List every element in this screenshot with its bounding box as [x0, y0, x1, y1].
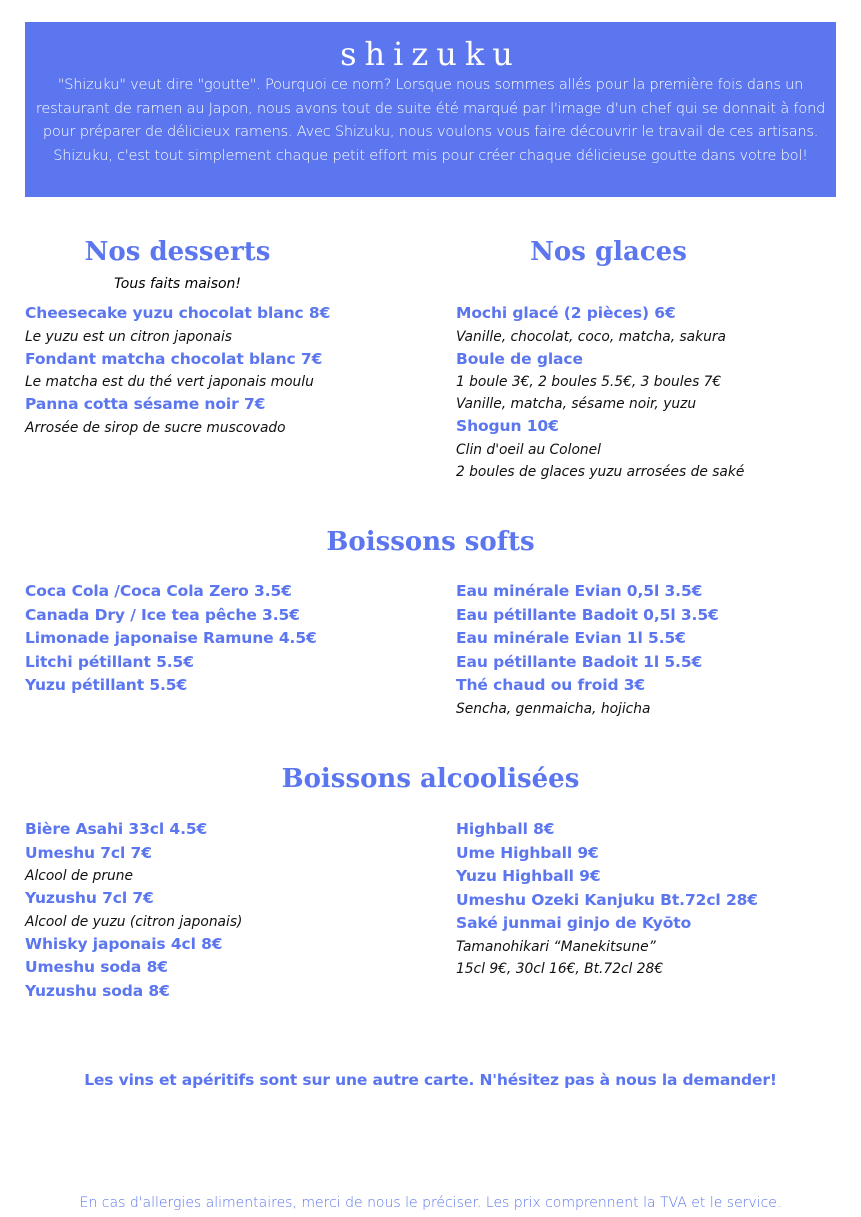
alcool-item: Bière Asahi 33cl 4.5€ — [25, 820, 208, 838]
glace-desc: 1 boule 3€, 2 boules 5.5€, 3 boules 7€ — [456, 374, 722, 391]
glaces-list — [456, 302, 744, 483]
glace-item: Shogun 10€ — [456, 417, 559, 436]
glace-desc: 2 boules de glaces yuzu arrosées de saké — [456, 463, 745, 480]
soft-desc: Sencha, genmaicha, hojicha — [456, 700, 651, 717]
alcools-title: Boissons alcoolisées — [281, 764, 580, 794]
alcool-item: Whisky japonais 4cl 8€ — [25, 934, 223, 953]
alcool-item: Umeshu Ozeki Kanjuku Bt.72cl 28€ — [456, 890, 758, 909]
alcool-item: Yuzushu soda 8€ — [25, 981, 170, 1000]
alcools-right-list — [456, 818, 758, 980]
soft-item: Coca Cola /Coca Cola Zero 3.5€ — [25, 582, 292, 600]
glace-item: Boule de glace — [456, 349, 583, 368]
alcool-item: Saké junmai ginjo de Kyōto — [456, 914, 692, 933]
dessert-item: Cheesecake yuzu chocolat blanc 8€ — [25, 304, 331, 322]
softs-right-list — [456, 580, 719, 720]
glace-desc: Vanille, matcha, sésame noir, yuzu — [456, 396, 697, 413]
alcool-item: Umeshu 7cl 7€ — [25, 843, 152, 862]
soft-item: Thé chaud ou froid 3€ — [456, 676, 646, 695]
soft-item: Eau minérale Evian 0,5l 3.5€ — [456, 582, 703, 600]
alcool-item: Yuzu Highball 9€ — [456, 867, 601, 886]
glace-item: Mochi glacé (2 pièces) 6€ — [456, 304, 676, 322]
dessert-item: Panna cotta sésame noir 7€ — [25, 395, 266, 414]
alcool-item: Ume Highball 9€ — [456, 843, 599, 862]
alcool-desc: Alcool de yuzu (citron japonais) — [25, 913, 243, 930]
restaurant-name: shizuku — [340, 35, 521, 73]
dessert-desc: Le matcha est du thé vert japonais moulu — [25, 374, 314, 391]
soft-item: Yuzu pétillant 5.5€ — [25, 676, 188, 695]
wine-list-notice: Les vins et apéritifs sont sur une autre carte. N'hésitez pas à nous la demander! — [84, 1071, 777, 1089]
desserts-title: Nos desserts — [84, 237, 271, 267]
alcools-left-list — [25, 818, 242, 1004]
header-banner — [25, 22, 836, 197]
softs-left-list — [25, 580, 317, 698]
desserts-note: Tous faits maison! — [113, 276, 242, 292]
dessert-desc: Arrosée de sirop de sucre muscovado — [25, 419, 286, 436]
soft-item: Limonade japonaise Ramune 4.5€ — [25, 629, 317, 648]
glace-desc: Clin d'oeil au Colonel — [456, 441, 601, 458]
alcool-desc: Tamanohikari “Manekitsune” — [456, 938, 656, 955]
soft-item: Eau minérale Evian 1l 5.5€ — [456, 629, 686, 648]
dessert-item: Fondant matcha chocolat blanc 7€ — [25, 349, 323, 368]
alcool-item: Umeshu soda 8€ — [25, 958, 168, 977]
alcool-desc: 15cl 9€, 30cl 16€, Bt.72cl 28€ — [456, 960, 664, 977]
alcool-desc: Alcool de prune — [25, 868, 133, 885]
desserts-list — [25, 302, 330, 439]
intro-text: "Shizuku" veut dire "goutte". Pourquoi ce nom? Lorsque nous sommes allés pour la première fois dans un restaurant de ramen au Japon, nous avons tout de suite été marqué par l'image d'un chef qui se donnait à fond pour préparer de délicieux ramens. Avec Shizuku, nous voulons vous faire découvrir le travail de ces artisans. Shizuku, c'est tout simplement chaque petit effort mis pour créer chaque délicieuse goutte dans votre bol! — [35, 76, 826, 164]
glace-desc: Vanille, chocolat, coco, matcha, sakura — [456, 328, 726, 345]
soft-item: Litchi pétillant 5.5€ — [25, 652, 194, 671]
glaces-title: Nos glaces — [530, 237, 687, 267]
alcool-item: Highball 8€ — [456, 820, 555, 838]
allergy-footer: En cas d'allergies alimentaires, merci de nous le préciser. Les prix comprennent la TVA et le service. — [79, 1195, 782, 1211]
soft-item: Eau pétillante Badoit 0,5l 3.5€ — [456, 605, 719, 624]
soft-item: Canada Dry / Ice tea pêche 3.5€ — [25, 605, 300, 624]
dessert-desc: Le yuzu est un citron japonais — [25, 328, 232, 345]
alcool-item: Yuzushu 7cl 7€ — [25, 889, 154, 908]
softs-title: Boissons softs — [326, 527, 535, 557]
soft-item: Eau pétillante Badoit 1l 5.5€ — [456, 652, 703, 671]
